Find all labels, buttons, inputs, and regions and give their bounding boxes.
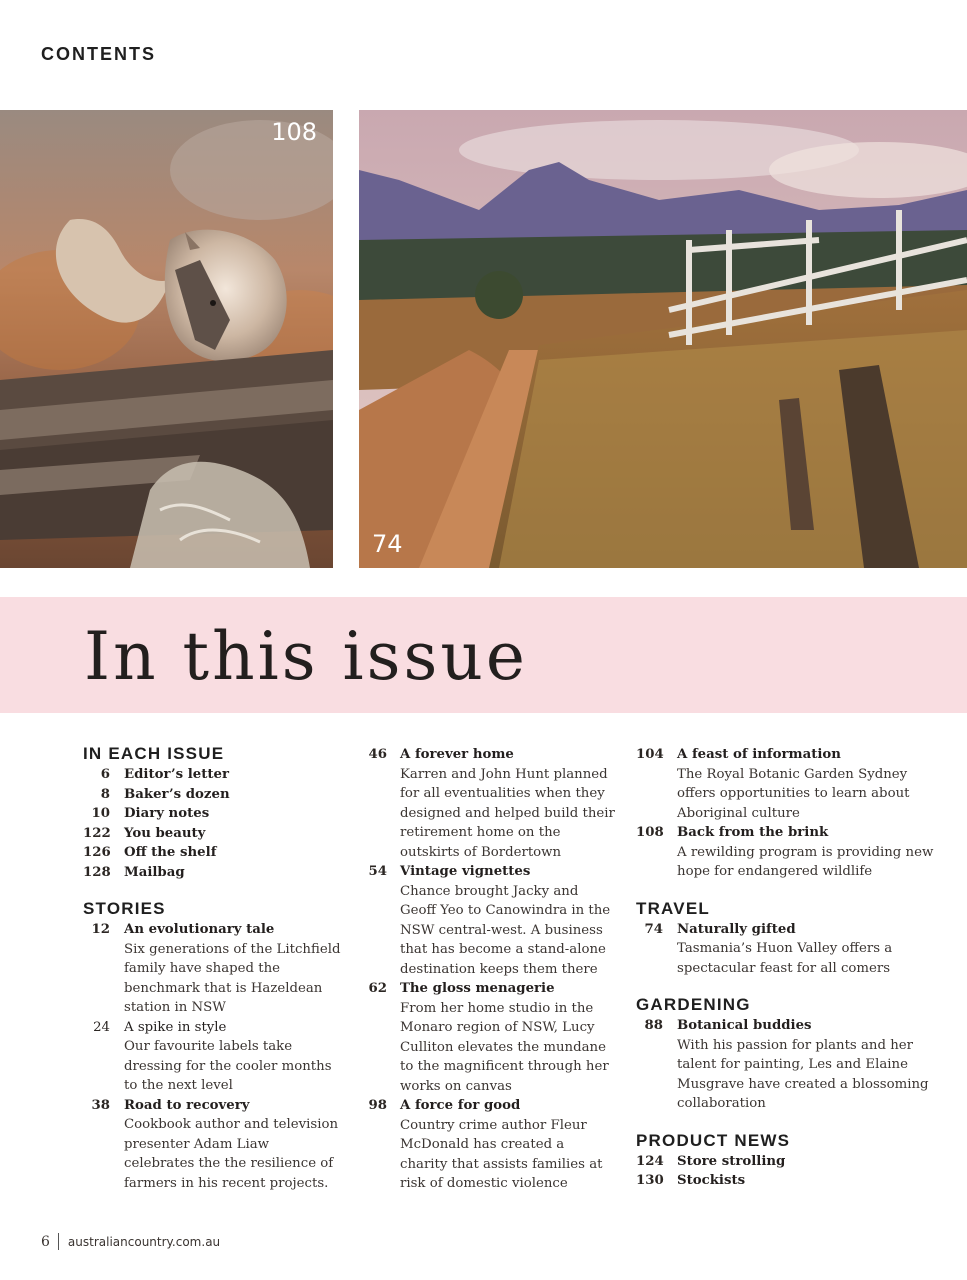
toc-page-number: 74: [644, 921, 663, 937]
toc-page-number: 126: [83, 845, 111, 860]
toc-description: Six generations of the Litchfield family have shaped the benchmark that is Hazeldean station in NSW: [124, 941, 341, 1015]
toc-entry[interactable]: [636, 1171, 936, 1191]
toc-entry[interactable]: [636, 745, 936, 823]
numbat-photo: [0, 110, 333, 568]
toc-description: Our favourite labels take dressing for the cooler months to the next level: [124, 1039, 332, 1093]
toc-description: From her home studio in the Monaro region of NSW, Lucy Culliton elevates the mundane to the magnificent through her works on canvas: [400, 1000, 609, 1094]
toc-title: Mailbag: [124, 864, 185, 880]
toc-page-number: 128: [83, 864, 111, 880]
toc-title: Diary notes: [124, 806, 210, 821]
road-illustration: [359, 110, 967, 568]
contents-column-1: [83, 744, 343, 1193]
toc-entry[interactable]: [365, 745, 615, 862]
toc-description: Cookbook author and television presenter Adam Liaw celebrates the the resilience of farmers in his recent projects.: [124, 1117, 339, 1191]
numbat-illustration: [0, 110, 333, 568]
toc-page-number: 46: [368, 747, 387, 762]
toc-entry[interactable]: [83, 824, 343, 844]
toc-description: Karren and John Hunt planned for all eventualities when they designed and helped build their retirement home on the outskirts of Bordertown: [400, 766, 615, 860]
toc-description: A rewilding program is providing new hope for endangered wildlife: [677, 844, 934, 879]
toc-title: You beauty: [124, 825, 206, 841]
toc-entry[interactable]: [83, 785, 343, 805]
toc-title: A feast of information: [677, 747, 841, 762]
contents-column-2: [365, 745, 615, 1194]
toc-description: Chance brought Jacky and Geoff Yeo to Canowindra in the NSW central-west. A business that has become a stand-alone destination keeps them there: [400, 883, 611, 977]
toc-page-number: 62: [368, 981, 387, 996]
toc-entry[interactable]: [83, 765, 343, 785]
toc-entry[interactable]: [83, 843, 343, 863]
toc-page-number: 6: [100, 767, 110, 782]
toc-entry[interactable]: [365, 1096, 615, 1194]
toc-entry[interactable]: [365, 862, 615, 979]
toc-page-number: 108: [636, 825, 664, 840]
toc-description: The Royal Botanic Garden Sydney offers opportunities to learn about Aboriginal culture: [677, 766, 910, 821]
toc-entry[interactable]: [636, 920, 936, 979]
toc-title: Off the shelf: [124, 845, 217, 860]
toc-page-number: 88: [644, 1018, 663, 1033]
photo-page-number-74: 74: [372, 530, 403, 558]
toc-description: Tasmania’s Huon Valley offers a spectacular feast for all comers: [677, 941, 893, 976]
road-photo: [359, 110, 967, 568]
toc-title: Botanical buddies: [677, 1018, 812, 1033]
page-title: In this issue: [84, 618, 528, 695]
contents-column-3: [636, 745, 936, 1191]
toc-page-number: 24: [93, 1019, 110, 1035]
footer-website-link[interactable]: australiancountry.com.au: [67, 1234, 221, 1249]
toc-title: Vintage vignettes: [400, 864, 531, 879]
toc-page-number: 8: [100, 786, 110, 802]
footer-page-number: 6: [41, 1233, 50, 1250]
toc-title: Baker’s dozen: [124, 786, 230, 802]
toc-page-number: 122: [83, 825, 111, 841]
section-heading-stories: STORIES: [83, 899, 166, 918]
toc-entry[interactable]: [365, 979, 615, 1096]
toc-title: A forever home: [400, 747, 514, 762]
toc-page-number: 98: [368, 1098, 387, 1113]
toc-entry[interactable]: [83, 1018, 343, 1096]
toc-title: An evolutionary tale: [124, 922, 275, 937]
toc-entry[interactable]: [83, 920, 343, 1018]
toc-page-number: 130: [636, 1173, 664, 1188]
toc-title: Editor’s letter: [124, 767, 229, 782]
footer-divider: [58, 1233, 59, 1250]
toc-page-number: 12: [91, 922, 110, 937]
toc-description: Country crime author Fleur McDonald has created a charity that assists families at risk of domestic violence: [400, 1117, 603, 1191]
toc-title: The gloss menagerie: [400, 981, 555, 996]
section-heading-product-news: PRODUCT NEWS: [636, 1130, 791, 1150]
toc-title: Road to recovery: [124, 1097, 250, 1113]
toc-entry[interactable]: [636, 1152, 936, 1172]
section-heading-gardening: GARDENING: [636, 995, 751, 1014]
toc-page-number: 104: [636, 747, 664, 762]
toc-entry[interactable]: [83, 863, 343, 883]
toc-page-number: 10: [91, 806, 110, 821]
toc-entry[interactable]: [83, 804, 343, 824]
toc-page-number: 124: [636, 1153, 664, 1169]
toc-page-number: 54: [368, 864, 387, 879]
toc-title: A spike in style: [124, 1019, 227, 1035]
section-heading-in-each-issue: IN EACH ISSUE: [83, 744, 225, 763]
contents-label: CONTENTS: [41, 44, 156, 64]
toc-title: Stockists: [677, 1173, 746, 1188]
toc-entry[interactable]: [636, 1016, 936, 1114]
toc-entry[interactable]: [636, 823, 936, 882]
page-footer: [41, 1233, 220, 1250]
toc-description: With his passion for plants and her talent for painting, Les and Elaine Musgrave have created a blossoming collaboration: [677, 1037, 929, 1111]
toc-page-number: 38: [91, 1097, 110, 1113]
section-heading-travel: TRAVEL: [636, 898, 710, 918]
toc-title: A force for good: [400, 1098, 521, 1113]
toc-title: Store strolling: [677, 1153, 786, 1169]
photo-page-number-108: 108: [271, 118, 317, 146]
toc-title: Back from the brink: [677, 825, 829, 840]
toc-entry[interactable]: [83, 1096, 343, 1194]
toc-title: Naturally gifted: [677, 921, 796, 937]
